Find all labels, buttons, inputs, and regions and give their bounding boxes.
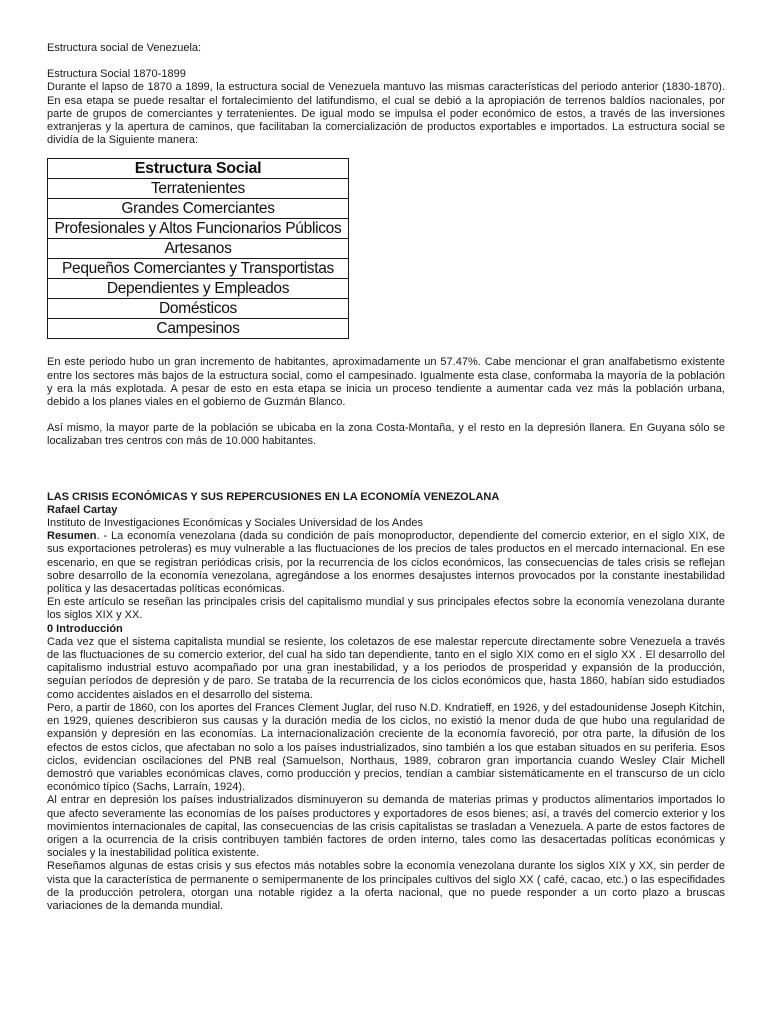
table-row: Artesanos (48, 239, 349, 259)
body-paragraph: Al entrar en depresión los países industrializados disminuyeron su demanda de materias primas y productos alimentarios importados lo que afecto severamente las economías de los países productores y exportadores de esos bienes; así, a través del comercio exterior y los movimientos internacionales de capital, las consecuencias de las crisis capitalistas se trasladan a Venezuela. A parte de estos factores de origen a la ocurrencia de la crisis contribuyen también factores de orden interno, tales como las desacertadas políticas económicas y sociales y la inestabilidad política existente. (47, 794, 725, 860)
table-row: Profesionales y Altos Funcionarios Públicos (48, 219, 349, 239)
section-subheading: Estructura Social 1870-1899 (47, 68, 186, 81)
table-row: Terratenientes (48, 179, 349, 199)
intro-paragraph: Durante el lapso de 1870 a 1899, la estructura social de Venezuela mantuvo las mismas características del periodo anterior (1830-1870). En esa etapa se puede resaltar el fortalecimiento del latifundismo, el cual se debió a la apropiación de terrenos baldíos nacionales, por parte de grupos de comerciantes y terratenientes. De igual modo se impulsa el poder económico de estos, a través de las inversiones extranjeras y la apertura de caminos, que facilitaban la comercialización de productos exportables e importados. La estructura social se dividía de la Siguiente manera: (47, 81, 725, 147)
article-author: Rafael Cartay (47, 503, 118, 516)
population-paragraph: En este periodo hubo un gran incremento de habitantes, aproximadamente un 57.47%. Cabe mencionar el gran analfabetismo existente entre los sectores más bajos de la estructura social, como el campesinado. Igualmente esta clase, conformaba la mayoría de la población y era la más explotada. A pesar de esto en esta etapa se inicia un proceso tendiente a aumentar cada vez más la población urbana, debido a los planes viales en el gobierno de Guzmán Blanco. (47, 356, 725, 409)
abstract-paragraph-2: En este artículo se reseñan las principales crisis del capitalismo mundial y sus principales efectos sobre la economía venezolana durante los siglos XIX y XX. (47, 596, 725, 622)
section-heading: Estructura social de Venezuela: (47, 42, 202, 54)
table-row: Grandes Comerciantes (48, 199, 349, 219)
table-row: Campesinos (48, 319, 349, 339)
body-paragraph: Reseñamos algunas de estas crisis y sus efectos más notables sobre la economía venezolana durante los siglos XIX y XX, sin perder de vista que la característica de permanente o semipermanente de los principales cultivos del siglo XX ( café, cacao, etc.) o las especifidades de la producción petrolera, otorgan una notable rigidez a la oferta nacional, que no puede responder a un corto plazo a bruscas variaciones de la demanda mundial. (47, 860, 725, 912)
table-header: Estructura Social (48, 159, 349, 179)
social-structure-table (47, 158, 349, 339)
article-institution: Instituto de Investigaciones Económicas y Sociales Universidad de los Andes (47, 517, 424, 530)
abstract-label: Resumen (47, 530, 97, 543)
distribution-paragraph: Así mismo, la mayor parte de la población se ubicaba en la zona Costa-Montaña, y el resto en la depresión llanera. En Guyana sólo se localizaban tres centros con más de 10.000 habitantes. (47, 422, 725, 448)
article-title: LAS CRISIS ECONÓMICAS Y SUS REPERCUSIONES EN LA ECONOMÍA VENEZOLANA (47, 490, 500, 503)
abstract-text: . - La economía venezolana (dada su condición de país monoproductor, dependiente del comercio exterior, en el siglo XIX, de sus exportaciones petroleras) es muy vulnerable a las fluctuaciones de los precios de tales productos en el mercado internacional. En ese escenario, en que se registran periódicas crisis, por la recurrencia de los ciclos económicos, las consecuencias de tales crisis se reflejan sobre desarrollo de la economía venezolana, agregándose a los enormes desajustes internos provocados por la constante inestabilidad política y las desacertadas políticas económicas. (47, 530, 725, 596)
table-row: Pequeños Comerciantes y Transportistas (48, 259, 349, 279)
table-row: Dependientes y Empleados (48, 279, 349, 299)
body-paragraph: Cada vez que el sistema capitalista mundial se resiente, los coletazos de ese malestar repercute directamente sobre Venezuela a través de las fluctuaciones de su comercio exterior, del cual ha sido tan dependiente, tanto en el siglo XIX como en el siglo XX . El desarrollo del capitalismo industrial estuvo acompañado por una gran inestabilidad, y a los periodos de prosperidad y expansión de la producción, seguían períodos de depresión y de paro. Se trataba de la recurrencia de los ciclos económicos que, hasta 1860, habían sido estudiados como accidentes aislados en el desarrollo del sistema. (47, 635, 725, 701)
abstract-paragraph (47, 530, 725, 596)
document-page (47, 42, 725, 913)
body-paragraph: Pero, a partir de 1860, con los aportes del Frances Clement Juglar, del ruso N.D. Kndratieff, en 1926, y del estadounidense Joseph Kitchin, en 1929, quienes describieron sus causas y la duración media de los ciclos, no existió la menor duda de que hubo una regularidad de expansión y depresión en las economías. La internacionalización creciente de la economía favoreció, por otra parte, la difusión de los efectos de estos ciclos, que afectaban no solo a los países industrializados, sino también a los que estaban situados en su periferia. Esos ciclos, evidencian oscilaciones del PNB real (Samuelson, Northaus, 1989, cobraron gran importancia cuando Wesley Clair Michell demostró que variables económicas claves, como producción y precios, tendían a cambiar sistemáticamente en el transcurso de un ciclo económico típico (Sachs, Larraín, 1924). (47, 701, 725, 794)
table-row: Domésticos (48, 299, 349, 319)
introduction-heading: 0 Introducción (47, 622, 123, 635)
